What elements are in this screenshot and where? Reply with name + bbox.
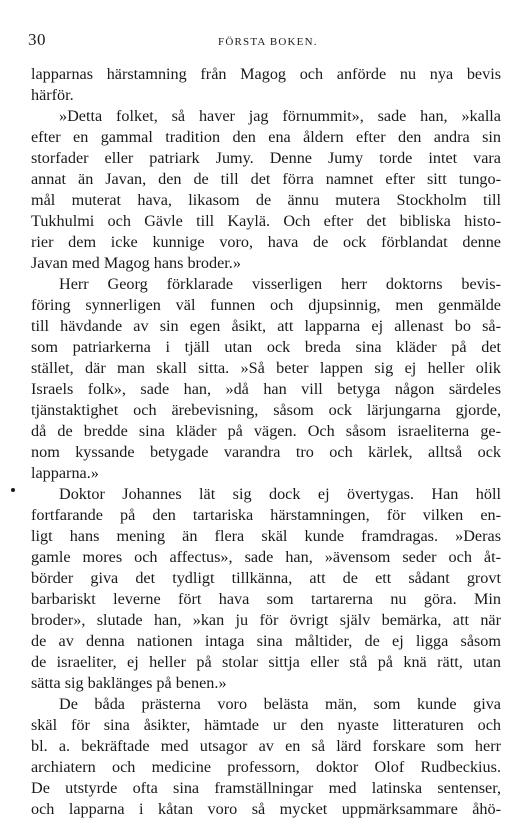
text-line: då de bredde sina kläder på vägen. Och såsom israeliterna ge-	[31, 422, 501, 440]
running-head: FÖRSTA BOKEN.	[218, 36, 318, 48]
text-line: Doktor Johannes lät sig dock ej övertygas. Han höll	[59, 485, 501, 503]
text-line: ligt hans mening än flera skäl kunde framdragas. »Deras	[31, 527, 501, 545]
text-line: skäl för sina åsikter, hämtade ur den nyaste litteraturen och	[31, 716, 501, 734]
text-line: barbariskt leverne fört hava som tartarerna nu göra. Min	[31, 590, 501, 608]
page-number: 30	[28, 30, 46, 49]
text-line: De båda prästerna voro belästa män, som kunde giva	[59, 695, 501, 713]
text-line: »Detta folket, så haver jag förnummit», sade han, »kalla	[59, 107, 501, 125]
text-line: De utstyrde ofta sina framställningar med latinska sentenser,	[31, 779, 501, 797]
body-text	[31, 64, 501, 820]
text-line: börder giva det tydligt tillkänna, att de ett sådant grovt	[31, 569, 501, 587]
text-line: mål muterat hava, likasom de ännu mutera Stockholm till	[31, 191, 501, 209]
text-line: bl. a. bekräftade med utsagor av en så lärd forskare som herr	[31, 737, 501, 755]
text-line: fortfarande på den tartariska härstamningen, för vilken en-	[31, 506, 501, 524]
text-line: Javan med Magog hans broder.»	[31, 254, 241, 272]
text-line: och lapparna i kåtan voro så mycket uppmärksammare åhö-	[31, 800, 501, 818]
margin-mark	[11, 488, 15, 492]
text-line: rier dem icke kunnige voro, hava de ock förblandat denne	[31, 233, 501, 251]
text-line: archiatern och medicine professorn, doktor Olof Rudbeckius.	[31, 758, 501, 776]
text-line: storfader eller patriark Jumy. Denne Jumy torde intet vara	[31, 149, 501, 167]
text-line: de av denna nationen intaga sina måltider, de ej ligga såsom	[31, 632, 501, 650]
text-line: annat än Javan, den de till det förra namnet efter sitt tungo-	[31, 170, 501, 188]
text-line: som patriarkerna i tjäll utan ock breda sina kläder på det	[31, 338, 501, 356]
text-line: lapparna.»	[31, 464, 99, 482]
text-line: Israels folk», sade han, »då han vill betyga någon särdeles	[31, 380, 501, 398]
text-line: de israeliter, ej heller på stolar sittja eller stå på knä rätt, utan	[31, 653, 501, 671]
text-line: härför.	[31, 86, 74, 104]
text-line: nom kyssande betygade varandra tro och kärlek, alltså ock	[31, 443, 501, 461]
text-line: till hävdande av sin egen åsikt, att lapparna ej allenast bo så-	[31, 317, 501, 335]
text-line: tjänstaktighet och ärebevisning, såsom ock lärjungarna gjorde,	[31, 401, 501, 419]
text-line: Tukhulmi och Gävle till Kaylä. Och efter det bibliska histo-	[31, 212, 501, 230]
text-line: gamle mores och affectus», sade han, »ävensom seder och åt-	[31, 548, 501, 566]
text-line: Herr Georg förklarade visserligen herr doktorns bevis-	[59, 275, 501, 293]
text-line: broder», slutade han, »kan ju för övrigt själv bemärka, att när	[31, 611, 501, 629]
text-line: föring synnerligen väl funnen och djupsinnig, men genmälde	[31, 296, 501, 314]
text-line: stället, där man skall sitta. »Så beter lappen sig ej heller olik	[31, 359, 501, 377]
text-line: efter en gammal tradition den ena åldern efter den andra sin	[31, 128, 501, 146]
text-line: lapparnas härstamning från Magog och anförde nu nya bevis	[31, 65, 501, 83]
page-header	[28, 30, 498, 54]
text-line: sätta sig baklänges på benen.»	[31, 674, 227, 692]
